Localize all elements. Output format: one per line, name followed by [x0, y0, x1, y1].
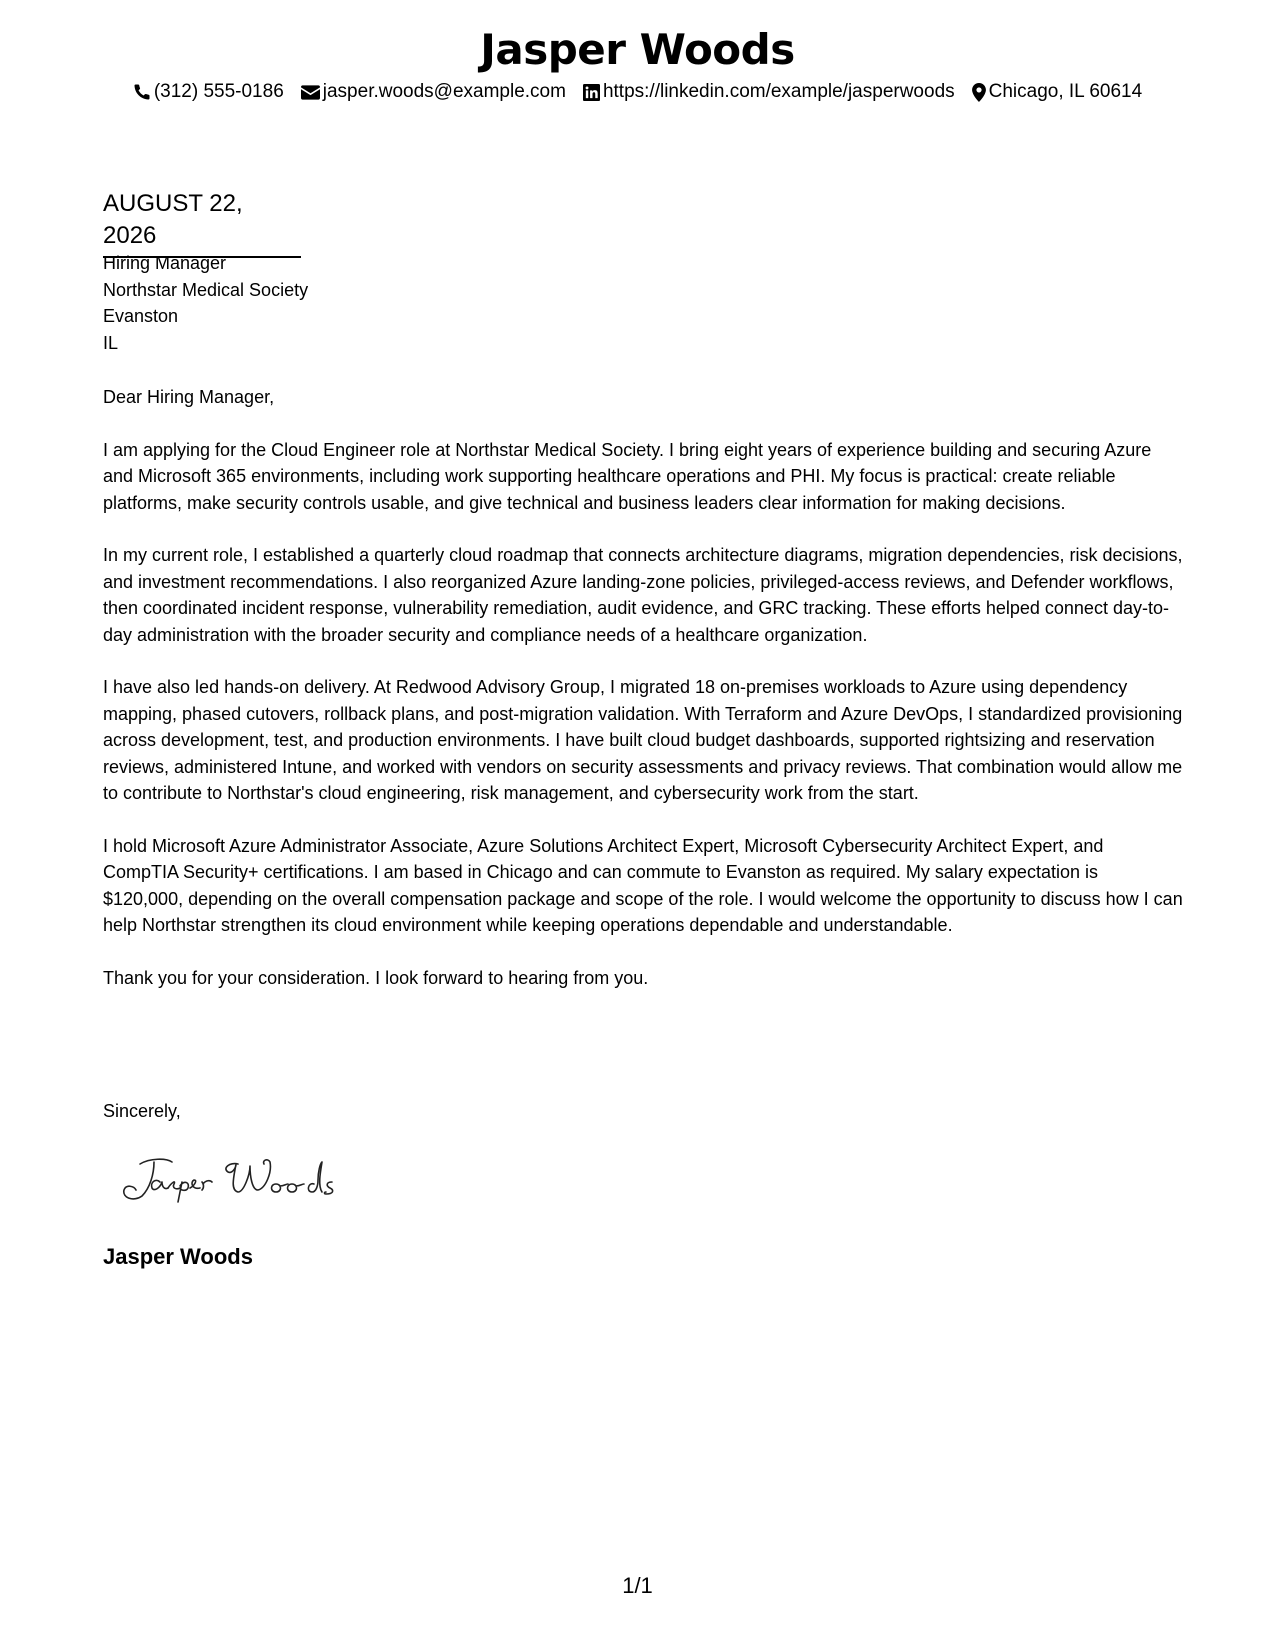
- closing-text: Sincerely,: [103, 1101, 181, 1121]
- body-paragraph: Thank you for your consideration. I look forward to hearing from you.: [103, 967, 649, 988]
- email-text: jasper.woods@example.com: [322, 81, 566, 102]
- handwritten-signature: [110, 1150, 350, 1210]
- recipient-state: IL: [103, 332, 119, 353]
- phone-text: (312) 555-0186: [153, 81, 284, 102]
- envelope-icon: [301, 85, 320, 100]
- linkedin-icon: [583, 84, 600, 101]
- body-paragraph: I am applying for the Cloud Engineer role at Northstar Medical Society. I bring eight years of experience building and securing Azure and Microsoft 365 environments, including work supporting healthcare operations and PHI. My focus is practical: create reliable platforms, make security controls usable, and give technical and business leaders clear information for making decisions.: [103, 439, 1152, 513]
- body-paragraph: I have also led hands-on delivery. At Redwood Advisory Group, I migrated 18 on-premises workloads to Azure using dependency mapping, phased cutovers, rollback plans, and post-migration validation. With Terraform and Azure DevOps, I standardized provisioning across development, test, and production environments. I have built cloud budget dashboards, supported rightsizing and reservation reviews, administered Intune, and worked with vendors on security assessments and privacy reviews. That combination would allow me to contribute to Northstar's cloud engineering, risk management, and cybersecurity work from the start.: [103, 677, 1183, 804]
- signer-name: Jasper Woods: [103, 1244, 253, 1269]
- body-paragraph: I hold Microsoft Azure Administrator Associate, Azure Solutions Architect Expert, Microsoft Cybersecurity Architect Expert, and CompTIA Security+ certifications. I am based in Chicago and can commute to Evanston as required. My salary expectation is $120,000, depending on the overall compensation package and scope of the role. I would welcome the opportunity to discuss how I can help Northstar strengthen its cloud environment while keeping operations dependable and understandable.: [103, 835, 1183, 936]
- contact-info-row: [0, 79, 1275, 105]
- contact-email: [301, 79, 566, 105]
- linkedin-text: https://linkedin.com/example/jasperwoods: [602, 81, 955, 102]
- map-marker-icon: [972, 83, 986, 102]
- letter-body: [103, 384, 1183, 1018]
- letter-date: AUGUST 22, 2026: [103, 188, 301, 258]
- contact-linkedin: [583, 79, 955, 105]
- contact-location: [972, 79, 1143, 105]
- applicant-name-heading: Jasper Woods: [480, 25, 795, 74]
- location-text: Chicago, IL 60614: [988, 81, 1143, 102]
- page-number: 1/1: [622, 1573, 653, 1598]
- salutation: Dear Hiring Manager,: [103, 387, 275, 407]
- body-paragraph: In my current role, I established a quarterly cloud roadmap that connects architecture diagrams, migration dependencies, risk decisions, and investment recommendations. I also reorganized Azure landing-zone policies, privileged-access reviews, and Defender workflows, then coordinated incident response, vulnerability remediation, audit evidence, and GRC tracking. These efforts helped connect day-to-day administration with the broader security and compliance needs of a healthcare organization.: [103, 545, 1183, 645]
- recipient-city: Evanston: [103, 306, 179, 326]
- contact-phone: [133, 79, 284, 105]
- recipient-organization: Northstar Medical Society: [103, 279, 309, 300]
- recipient-block: [103, 250, 308, 356]
- recipient-title: Hiring Manager: [103, 253, 227, 273]
- phone-icon: [133, 83, 151, 101]
